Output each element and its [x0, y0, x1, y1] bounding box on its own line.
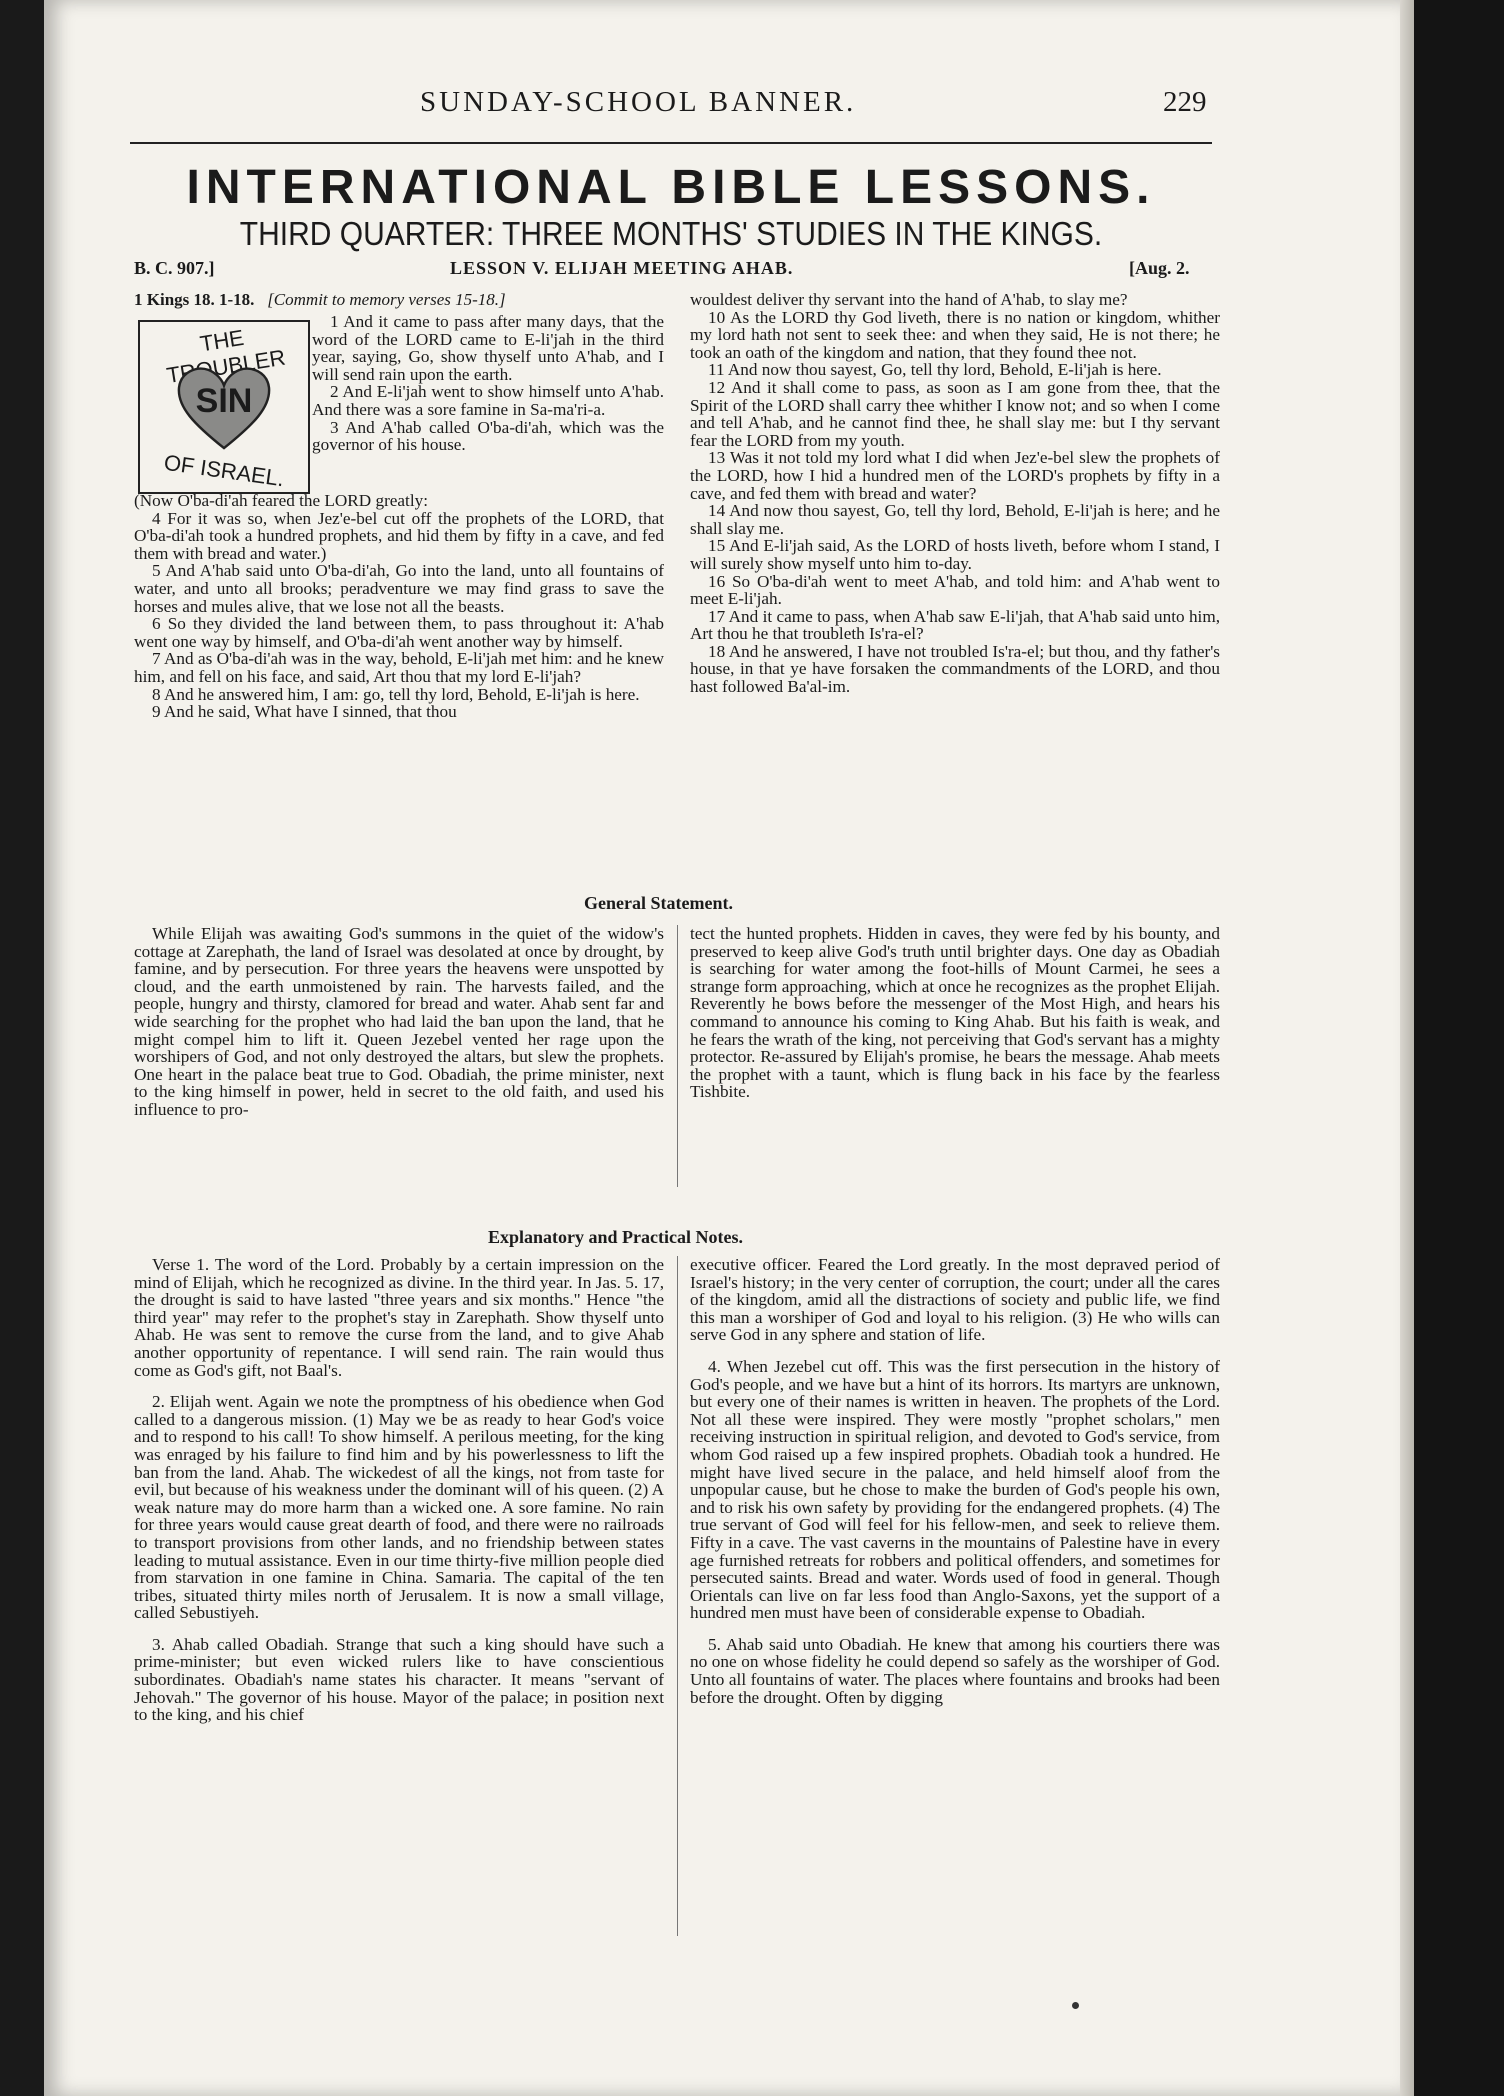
verse: 4 For it was so, when Jez'e-bel cut off the prophets of the LORD, that O'ba-di'ah took a hundred prophets, and hid them by fifty in a cave, and fed them with bread and water.): [134, 508, 664, 563]
page-subtitle: THIRD QUARTER: THREE MONTHS' STUDIES IN THE KINGS.: [239, 216, 1103, 253]
lesson-verses-beside-emblem: [312, 313, 664, 454]
header-rule: [130, 142, 1212, 144]
lesson-verses-left: [134, 492, 664, 721]
lesson-reference: 1 Kings 18. 1-18.: [134, 290, 255, 309]
emblem-top-text: THE TROUBLER: [164, 324, 288, 389]
verse: 11 And now thou sayest, Go, tell thy lord, Behold, E-li'jah is here.: [708, 360, 1162, 380]
section-heading-notes: Explanatory and Practical Notes.: [488, 1227, 743, 1247]
section-heading-general: General Statement.: [584, 893, 733, 913]
verse: 7 And as O'ba-di'ah was in the way, behold, E-li'jah met him: and he knew him, and fell on his face, and said, Art thou that my lord E-li'jah?: [134, 649, 664, 686]
emblem-middle-text: SIN: [195, 382, 253, 420]
page-edge: [1400, 0, 1414, 2096]
note-paragraph: Verse 1. The word of the Lord. Probably by a certain impression on the mind of Elijah, which he recognized as divine. In the third year. In Jas. 5. 17, the drought is said to have lasted "three years and six months." Hence "the third year" may refer to the prophet's stay in Zarephath. Show thyself unto Ahab. He was sent to remove the curse from the land, and to give Ahab another opportunity of repentance. I will send rain. The rain would thus come as God's gift, not Baal's.: [134, 1255, 664, 1380]
lesson-month: [Aug. 2.: [1129, 258, 1190, 278]
verse: 3 And A'hab called O'ba-di'ah, which was the governor of his house.: [312, 417, 664, 455]
ink-dot: [1072, 2002, 1079, 2009]
verse: 5 And A'hab said unto O'ba-di'ah, Go into the land, unto all fountains of water, and unto all brooks; peradventure we may find grass to save the horses and mules alive, that we lose not all the beasts.: [134, 561, 664, 616]
memory-verses: [Commit to memory verses 15-18.]: [267, 290, 506, 309]
verse: 10 As the LORD thy God liveth, there is no nation or kingdom, whither my lord hath not sent to seek thee: and when they said, He is not there; he took an oath of the kingdom and nation, that they found thee not.: [690, 307, 1220, 362]
lesson-reference-line: [134, 290, 664, 310]
verse: 9 And he said, What have I sinned, that thou: [152, 702, 457, 722]
background-margin: [1414, 0, 1504, 2096]
column-divider: [677, 925, 678, 1187]
lesson-date: B. C. 907.]: [134, 258, 215, 278]
emblem-bottom-text: OF ISRAEL.: [162, 449, 286, 492]
general-statement-left: [134, 925, 664, 1119]
verse: wouldest deliver thy servant into the hand of A'hab, to slay me?: [690, 290, 1128, 309]
verse: 2 And E-li'jah went to show himself unto A'hab. And there was a sore famine in Sa-ma'ri-a.: [312, 382, 664, 419]
verse: 1 And it came to pass after many days, that the word of the LORD came to E-li'jah in the third year, saying, Go, show thyself unto A'hab, and I will send rain upon the earth.: [312, 312, 664, 384]
note-paragraph: 3. Ahab called Obadiah. Strange that such a king should have such a prime-minister; but even wicked rulers like to have conscientious subordinates. Obadiah's name states his character. It means "servant of Jehovah." The governor of his house. Mayor of the palace; in position next to the king, and his chief: [134, 1634, 664, 1725]
verse: 16 So O'ba-di'ah went to meet A'hab, and told him: and A'hab went to meet E-li'jah.: [690, 571, 1220, 609]
verse: 17 And it came to pass, when A'hab saw E-li'jah, that A'hab said unto him, Art thou he that troubleth Is'ra-el?: [690, 606, 1220, 644]
page-title: INTERNATIONAL BIBLE LESSONS.: [186, 161, 1156, 214]
page-number: 229: [1163, 86, 1207, 118]
verse: 13 Was it not told my lord what I did when Jez'e-bel slew the prophets of the LORD, how I hid a hundred men of the LORD's prophets by fifty in a cave, and fed them with bread and water?: [690, 448, 1220, 503]
notes-left-column: [134, 1256, 664, 1724]
emblem-troubler: [138, 320, 310, 494]
verse: 18 And he answered, I have not troubled Is'ra-el; but thou, and thy father's house, in that ye have forsaken the commandments of the LORD, and thou hast followed Ba'al-im.: [690, 641, 1220, 697]
verse: 12 And it shall come to pass, as soon as I am gone from thee, that the Spirit of the LORD shall carry thee whither I know not; and so when I come and tell A'hab, and he cannot find thee, he shall slay me: but I thy servant fear the LORD from my youth.: [690, 377, 1220, 450]
paragraph: tect the hunted prophets. Hidden in caves, they were fed by his bounty, and preserved to keep alive God's truth until brighter days. One day as Obadiah is searching for water among the foot-hills of Mount Carmei, he sees a strange form approaching, which at once he recognizes as the prophet Elijah. Reverently he bows before the messenger of the Most High, and hears his command to announce his coming to King Ahab. But his faith is weak, and he fears the wrath of the king, not perceiving that God's servant has a mighty protector. Re-assured by Elijah's promise, he bears the message. Ahab meets the prophet with a taunt, which is flung back in his face by the fearless Tishbite.: [690, 924, 1220, 1102]
verse: 6 So they divided the land between them, to pass throughout it: A'hab went one way by himself, and O'ba-di'ah went another way by himself.: [134, 614, 664, 651]
running-head: SUNDAY-SCHOOL BANNER.: [420, 86, 857, 118]
verse: 8 And he answered him, I am: go, tell thy lord, Behold, E-li'jah is here.: [152, 684, 640, 704]
note-paragraph: 2. Elijah went. Again we note the promptness of his obedience when God called to a dangerous mission. (1) May we be as ready to hear God's voice and to respond to his call! To show himself. A perilous meeting, for the king was enraged by his failure to find him and by his powerlessness to lift the ban from the land. Ahab. The wickedest of all the kings, not from taste for evil, but because of his weakness under the dominant will of his queen. (2) A weak nature may do more harm than a wicked one. A sore famine. No rain for three years would cause great dearth of food, and there were no railroads to transport provisions from other lands, and no friendship between states leading to mutual assistance. Even in our time thirty-five million people died from starvation in one famine in China. Samaria. The capital of the ten tribes, situated thirty miles north of Jerusalem. It is now a small village, called Sebustiyeh.: [134, 1392, 664, 1623]
note-paragraph: executive officer. Feared the Lord greatly. In the most depraved period of Israel's history; in the very center of corruption, the court; under all the cares of the kingdom, amid all the distractions of society and public life, we find this man a worshiper of God and loyal to his religion. (3) He who wills can serve God in any sphere and station of life.: [690, 1255, 1220, 1345]
note-paragraph: 5. Ahab said unto Obadiah. He knew that among his courtiers there was no one on whose fidelity he could depend so safely as the worshiper of God. Unto all fountains of water. The places where fountains and brooks had been before the drought. Often by digging: [690, 1634, 1220, 1707]
paragraph: While Elijah was awaiting God's summons in the quiet of the widow's cottage at Zarephath, the land of Israel was desolated at once by drought, by famine, and by persecution. For three years the heavens were unspotted by cloud, and the earth unmoistened by rain. The harvests failed, and the people, hungry and thirsty, clamored for bread and water. Ahab sent far and wide searching for the prophet who had laid the ban upon the land, that he might compel him to lift it. Queen Jezebel vented her rage upon the worshipers of God, and not only destroyed the altars, but slew the prophets. One heart in the palace beat true to God. Obadiah, the prime minister, next to the king himself in power, held in secret to the old faith, and used his influence to pro-: [134, 924, 664, 1119]
lesson-title: LESSON V. ELIJAH MEETING AHAB.: [450, 258, 794, 278]
column-divider: [677, 1256, 678, 1936]
verse: 15 And E-li'jah said, As the LORD of hosts liveth, before whom I stand, I will surely show myself unto him to-day.: [690, 536, 1220, 573]
verse: 14 And now thou sayest, Go, tell thy lord, Behold, E-li'jah is here; and he shall slay me.: [690, 501, 1220, 538]
note-paragraph: 4. When Jezebel cut off. This was the first persecution in the history of God's people, and we have but a hint of its horrors. Its martyrs are unknown, but every one of their names is written in heaven. The prophets of the Lord. Not all these were inspired. They were mostly "prophet scholars," men receiving instruction in spiritual religion, and devoted to God's service, from whom God raised up a few inspired prophets. Obadiah took a hundred. He might have lived secure in the palace, and held himself aloof from the unpopular cause, but he chose to make the burden of God's people his own, and to risk his own safety by providing for the endangered prophets. (4) The true servant of God will feel for his fellow-men, and seek to relieve them. Fifty in a cave. The vast caverns in the mountains of Palestine have in every age furnished retreats for robbers and political offenders, and sometimes for persecuted saints. Bread and water. Words used of food in general. Though Orientals can live on far less food than Anglo-Saxons, yet the support of a hundred men must have been of considerable expense to Obadiah.: [690, 1356, 1220, 1623]
lesson-verses-right: [690, 291, 1220, 696]
notes-right-column: [690, 1256, 1220, 1706]
verse: (Now O'ba-di'ah feared the LORD greatly:: [134, 491, 428, 510]
general-statement-right: [690, 925, 1220, 1101]
